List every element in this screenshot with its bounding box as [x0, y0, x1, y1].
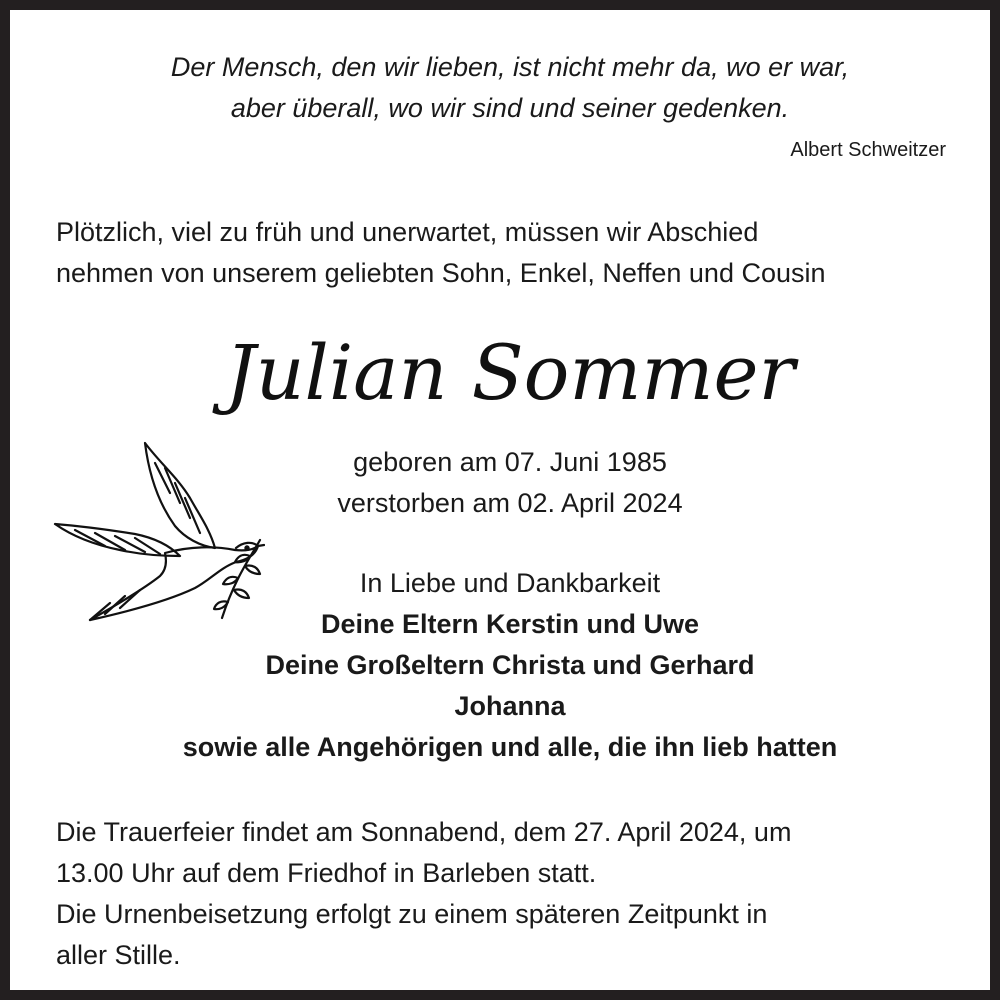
- quote-author: Albert Schweitzer: [790, 139, 946, 161]
- service-line-1: Die Trauerfeier findet am Sonnabend, dem 27. April 2024, um: [56, 817, 792, 847]
- deceased-name: Julian Sommer: [225, 328, 795, 417]
- mourners-grandparents: Deine Großeltern Christa und Gerhard: [265, 650, 755, 680]
- intro-line-2: nehmen von unserem geliebten Sohn, Enkel, Neffen und Cousin: [56, 258, 826, 288]
- service-line-2: 13.00 Uhr auf dem Friedhof in Barleben statt.: [56, 858, 597, 888]
- quote-line-2: aber überall, wo wir sind und seiner gedenken.: [230, 93, 790, 123]
- mourners-intro: In Liebe und Dankbarkeit: [359, 568, 661, 598]
- quote-line-1: Der Mensch, den wir lieben, ist nicht mehr da, wo er war,: [170, 52, 850, 82]
- birth-date: geboren am 07. Juni 1985: [353, 447, 667, 477]
- mourners-all: sowie alle Angehörigen und alle, die ihn lieb hatten: [182, 732, 838, 762]
- intro-line-1: Plötzlich, viel zu früh und unerwartet, müssen wir Abschied: [56, 217, 759, 247]
- service-line-3: Die Urnenbeisetzung erfolgt zu einem späteren Zeitpunkt in: [56, 899, 768, 929]
- service-line-4: aller Stille.: [56, 940, 181, 970]
- mourners-parents: Deine Eltern Kerstin und Uwe: [320, 609, 700, 639]
- death-date: verstorben am 02. April 2024: [337, 488, 683, 518]
- mourners-sibling: Johanna: [454, 691, 566, 721]
